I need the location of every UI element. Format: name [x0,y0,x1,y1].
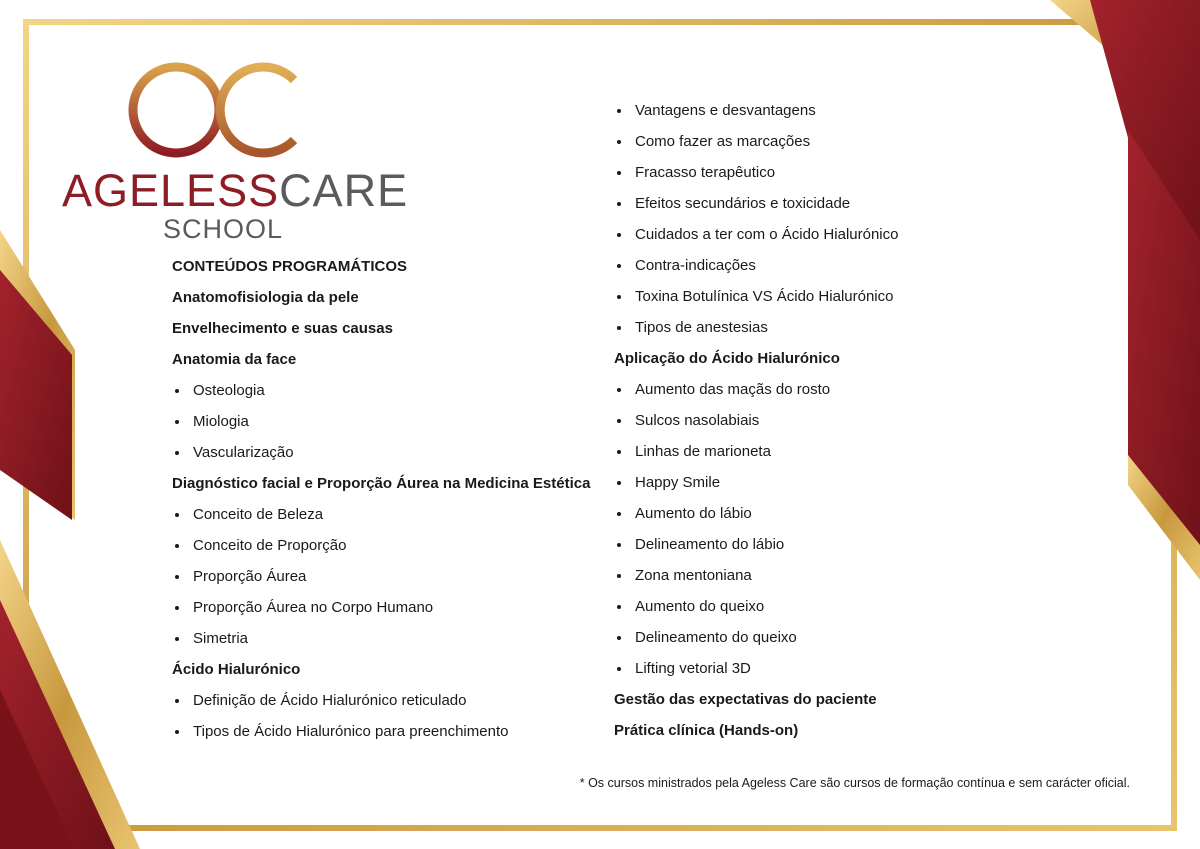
footnote: * Os cursos ministrados pela Ageless Care são cursos de formação contínua e sem carácter oficial. [579,776,1130,790]
list-item: Fracasso terapêutico [614,157,898,188]
list-item: Conceito de Proporção [172,530,590,561]
section-heading: Aplicação do Ácido Hialurónico [614,350,840,367]
list-item: Simetria [172,623,590,654]
list-item: Tipos de Ácido Hialurónico para preenchimento [172,716,590,747]
brand-wordmark [62,165,409,216]
list-item: Cuidados a ter com o Ácido Hialurónico [614,219,898,250]
brand-primary: AGELESS [62,165,280,216]
brand-secondary: CARE [279,165,409,216]
list-item: Zona mentoniana [614,560,898,591]
list-item: Miologia [172,406,590,437]
list-item: Definição de Ácido Hialurónico reticulado [172,685,590,716]
infinity-double-c-icon [58,60,318,170]
section-heading: Anatomofisiologia da pele [172,289,359,306]
list-item: Contra-indicações [614,250,898,281]
list-item: Proporção Áurea [172,561,590,592]
list-item: Tipos de anestesias [614,312,898,343]
list-item: Lifting vetorial 3D [614,653,898,684]
list-item: Aumento das maçãs do rosto [614,374,898,405]
section-heading: Gestão das expectativas do paciente [614,691,877,708]
list-item: Efeitos secundários e toxicidade [614,188,898,219]
section-heading: Anatomia da face [172,351,297,368]
list-item: Conceito de Beleza [172,499,590,530]
list-item: Aumento do queixo [614,591,898,622]
section-heading: Envelhecimento e suas causas [172,320,393,337]
list-item: Toxina Botulínica VS Ácido Hialurónico [614,281,898,312]
list-item: Delineamento do lábio [614,529,898,560]
list-item: Como fazer as marcações [614,126,898,157]
list-item: Linhas de marioneta [614,436,898,467]
section-heading: Ácido Hialurónico [172,661,301,678]
contents-right-column [614,95,898,746]
section-heading: CONTEÚDOS PROGRAMÁTICOS [172,258,408,275]
list-item: Proporção Áurea no Corpo Humano [172,592,590,623]
list-item: Vantagens e desvantagens [614,95,898,126]
list-item: Delineamento do queixo [614,622,898,653]
list-item: Vascularização [172,437,590,468]
brand-subtitle: SCHOOL [163,214,284,244]
ageless-care-logo [58,60,409,250]
contents-left-column [172,251,590,747]
list-item: Aumento do lábio [614,498,898,529]
list-item: Happy Smile [614,467,898,498]
list-item: Osteologia [172,375,590,406]
section-heading: Diagnóstico facial e Proporção Áurea na Medicina Estética [172,475,591,492]
section-heading: Prática clínica (Hands-on) [614,722,799,739]
list-item: Sulcos nasolabiais [614,405,898,436]
